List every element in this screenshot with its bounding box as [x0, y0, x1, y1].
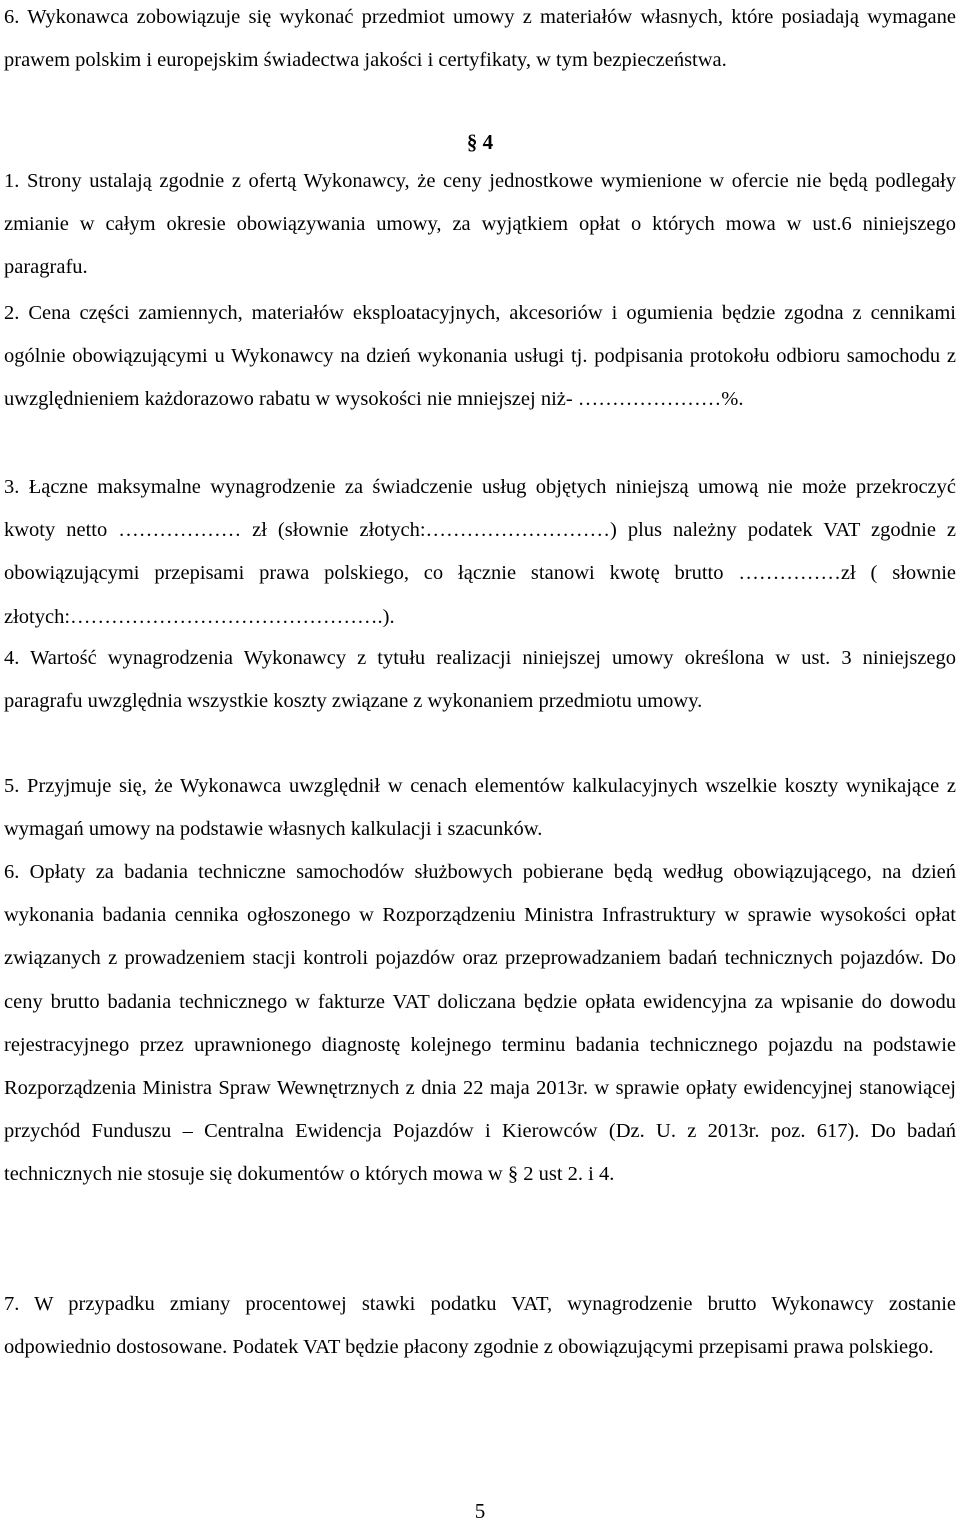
paragraph-3: 3. Łączne maksymalne wynagrodzenie za świadczenie usług objętych niniejszą umową nie może przekroczyć kwoty netto ……………… zł (słownie złotych:………………………) plus należny podatek VAT zgodnie z obowiązującymi przepisami prawa polskiego, co łącznie stanowi kwotę brutto ……………zł ( słownie złotych:……………………………………….).: [4, 476, 956, 628]
paragraph-4: 4. Wartość wynagrodzenia Wykonawcy z tytułu realizacji niniejszej umowy określona w ust. 3 niniejszego paragrafu uwzględnia wszystkie koszty związane z wykonaniem przedmiotu umowy.: [4, 647, 956, 713]
page-number: 5: [474, 1499, 486, 1523]
paragraph-prev-6: 6. Wykonawca zobowiązuje się wykonać przedmiot umowy z materiałów własnych, które posiadają wymagane prawem polskim i europejskim świadectwa jakości i certyfikaty, w tym bezpieczeństwa.: [4, 6, 956, 72]
paragraph-1: 1. Strony ustalają zgodnie z ofertą Wykonawcy, że ceny jednostkowe wymienione w ofercie nie będą podlegały zmianie w całym okresie obowiązywania umowy, za wyjątkiem opłat o których mowa w ust.6 niniejszego paragrafu.: [4, 170, 956, 279]
paragraph-2: 2. Cena części zamiennych, materiałów eksploatacyjnych, akcesoriów i ogumienia będzie zgodna z cennikami ogólnie obowiązującymi u Wykonawcy na dzień wykonania usługi tj. podpisania protokołu odbioru samochodu z uwzględnieniem każdorazowo rabatu w wysokości nie mniejszej niż- …………………%.: [4, 302, 956, 411]
paragraph-6: 6. Opłaty za badania techniczne samochodów służbowych pobierane będą według obowiązującego, na dzień wykonania badania cennika ogłoszonego w Rozporządzeniu Ministra Infrastruktury w sprawie wysokości opłat związanych z prowadzeniem stacji kontroli pojazdów oraz przeprowadzaniem badań technicznych pojazdów. Do ceny brutto badania technicznego w fakturze VAT doliczana będzie opłata ewidencyjna za wpisanie do dowodu rejestracyjnego przez uprawnionego diagnostę kolejnego terminu badania technicznego pojazdu na podstawie Rozporządzenia Ministra Spraw Wewnętrznych z dnia 22 maja 2013r. w sprawie opłaty ewidencyjnej stanowiącej przychód Funduszu – Centralna Ewidencja Pojazdów i Kierowców (Dz. U. z 2013r. poz. 617). Do badań technicznych nie stosuje się dokumentów o których mowa w § 2 ust 2. i 4.: [4, 861, 956, 1186]
paragraph-7: 7. W przypadku zmiany procentowej stawki podatku VAT, wynagrodzenie brutto Wykonawcy zostanie odpowiednio dostosowane. Podatek VAT będzie płacony zgodnie z obowiązującymi przepisami prawa polskiego.: [4, 1293, 956, 1359]
paragraph-5: 5. Przyjmuje się, że Wykonawca uwzględnił w cenach elementów kalkulacyjnych wszelkie koszty wynikające z wymagań umowy na podstawie własnych kalkulacji i szacunków.: [4, 775, 956, 841]
section-heading: § 4: [466, 130, 494, 154]
